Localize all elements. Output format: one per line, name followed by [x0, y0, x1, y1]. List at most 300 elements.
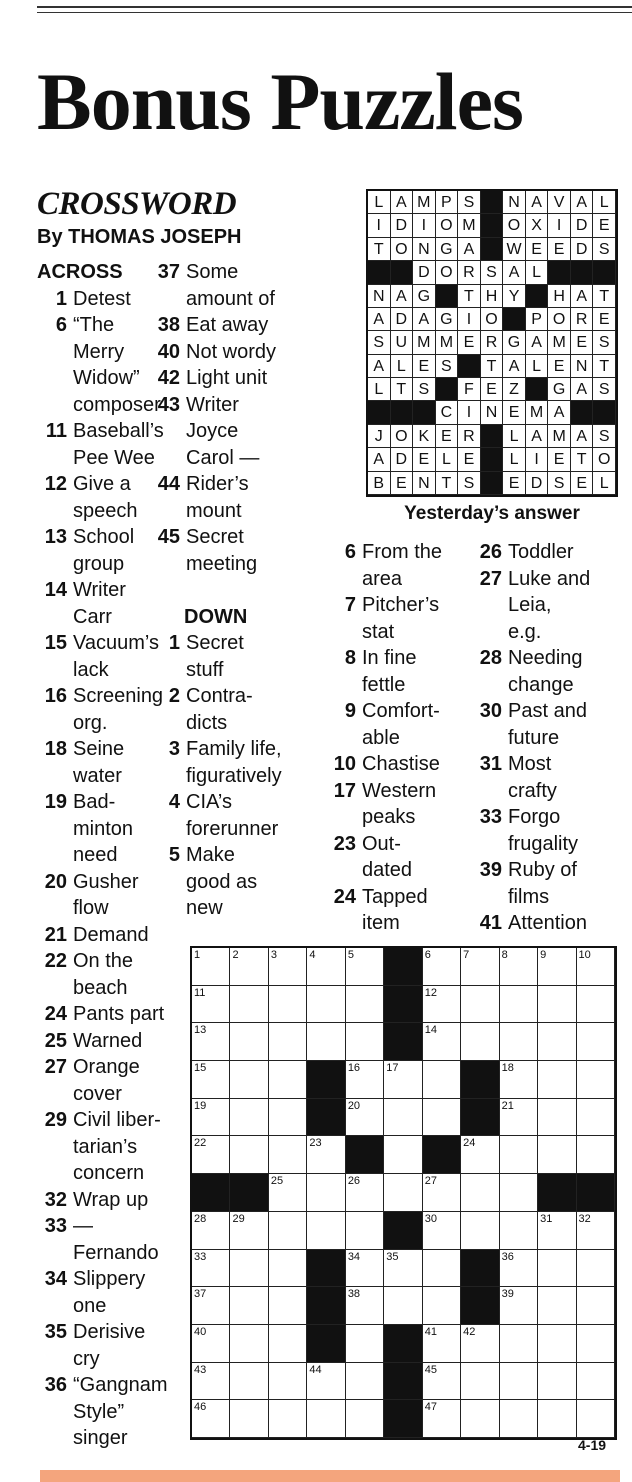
answer-cell: [593, 472, 616, 495]
grid-cell[interactable]: [423, 1250, 461, 1288]
answer-cell: [368, 472, 391, 495]
grid-cell[interactable]: [538, 1363, 576, 1401]
grid-cell[interactable]: [577, 1099, 615, 1137]
grid-cell[interactable]: [423, 1212, 461, 1250]
answer-letter: G: [417, 287, 431, 305]
answer-letter: O: [440, 217, 453, 235]
answer-letter: D: [395, 217, 408, 235]
answer-cell: [458, 331, 481, 354]
answer-cell: [436, 355, 459, 378]
grid-cell[interactable]: [384, 1099, 422, 1137]
clue-text: Writer Joyce Carol —: [186, 393, 260, 469]
cell-number: 26: [347, 1175, 361, 1188]
grid-cell[interactable]: [346, 1363, 384, 1401]
answer-cell: [503, 472, 526, 495]
grid-cell[interactable]: [269, 1400, 307, 1438]
answer-letter: E: [463, 451, 475, 469]
cell-number: 23: [309, 1137, 322, 1150]
clue-text: In fine fettle: [362, 647, 417, 696]
clue: [37, 1028, 187, 1055]
grid-cell[interactable]: [230, 948, 268, 986]
grid-cell[interactable]: [500, 1174, 538, 1212]
grid-cell[interactable]: [230, 1400, 268, 1438]
grid-cell[interactable]: [577, 1287, 615, 1325]
grid-cell[interactable]: [423, 1099, 461, 1137]
answer-cell: [413, 425, 436, 448]
clue-text: “Gangnam Style” singer: [73, 1374, 168, 1449]
answer-cell: [413, 378, 436, 401]
grid-cell[interactable]: [192, 1099, 230, 1137]
grid-cell[interactable]: [269, 1250, 307, 1288]
grid-cell[interactable]: [500, 948, 538, 986]
answer-cell: [413, 238, 436, 261]
cell-number: 18: [501, 1062, 514, 1075]
grid-cell[interactable]: [384, 1174, 422, 1212]
grid-cell[interactable]: [461, 986, 499, 1024]
clue-number: 9: [344, 700, 356, 722]
grid-cell[interactable]: [192, 1363, 230, 1401]
cell-number: 12: [424, 986, 437, 999]
across-heading: ACROSS: [37, 261, 123, 283]
grid-cell[interactable]: [346, 1325, 384, 1363]
clue: [150, 789, 330, 842]
grid-cell[interactable]: [269, 1212, 307, 1250]
grid-cell[interactable]: [230, 1212, 268, 1250]
grid-cell[interactable]: [538, 1061, 576, 1099]
grid-cell[interactable]: [461, 1212, 499, 1250]
clue-text: Light unit: [186, 367, 268, 389]
yesterday-caption: Yesterday’s answer: [404, 503, 580, 524]
answer-letter: N: [575, 357, 588, 375]
clue-number: 14: [44, 579, 67, 601]
grid-cell[interactable]: [346, 1061, 384, 1099]
answer-cell: [436, 261, 459, 284]
grid-cell[interactable]: [269, 1363, 307, 1401]
answer-letter: E: [576, 334, 587, 352]
answer-letter: E: [486, 381, 497, 399]
grid-cell[interactable]: [500, 1061, 538, 1099]
grid-cell[interactable]: [423, 1023, 461, 1061]
clue-number: 8: [344, 647, 356, 669]
answer-letter: T: [373, 240, 384, 258]
grid-cell[interactable]: [577, 1023, 615, 1061]
answer-letter: D: [575, 217, 588, 235]
grid-cell[interactable]: [269, 1136, 307, 1174]
clue-number: 29: [44, 1109, 67, 1131]
black-square: [481, 214, 504, 237]
grid-cell[interactable]: [307, 1400, 345, 1438]
grid-cell[interactable]: [577, 986, 615, 1024]
answer-cell: [571, 378, 594, 401]
grid-cell[interactable]: [577, 1136, 615, 1174]
grid-cell[interactable]: [230, 1023, 268, 1061]
black-square: [538, 1174, 576, 1212]
grid-cell[interactable]: [230, 1099, 268, 1137]
clue: [150, 683, 330, 736]
grid-cell[interactable]: [269, 1287, 307, 1325]
cell-number: 34: [347, 1250, 361, 1263]
grid-cell[interactable]: [307, 1136, 345, 1174]
cell-number: 24: [463, 1137, 476, 1150]
clue-number: 34: [44, 1268, 67, 1290]
grid-cell[interactable]: [192, 1250, 230, 1288]
clue: [472, 857, 632, 910]
answer-letter: A: [373, 357, 385, 375]
grid-cell[interactable]: [500, 1363, 538, 1401]
grid-cell[interactable]: [538, 1136, 576, 1174]
grid-cell[interactable]: [577, 1250, 615, 1288]
answer-letter: H: [553, 287, 565, 305]
black-square: [436, 285, 459, 308]
cell-number: 47: [424, 1401, 437, 1414]
answer-cell: [413, 191, 436, 214]
clue-text: Toddler: [508, 541, 574, 563]
clue: [37, 948, 187, 1001]
clue-text: Pitcher’s stat: [362, 594, 440, 643]
grid-cell[interactable]: [500, 1325, 538, 1363]
grid-cell[interactable]: [307, 1023, 345, 1061]
grid-cell[interactable]: [346, 986, 384, 1024]
grid-cell[interactable]: [538, 948, 576, 986]
grid-cell[interactable]: [192, 1212, 230, 1250]
cell-number: 29: [232, 1212, 245, 1225]
grid-cell[interactable]: [269, 1061, 307, 1099]
clue-number: 27: [44, 1056, 67, 1078]
answer-letter: A: [553, 404, 565, 422]
grid-cell[interactable]: [500, 1099, 538, 1137]
grid-cell[interactable]: [461, 1325, 499, 1363]
answer-cell: [481, 331, 504, 354]
answer-letter: A: [531, 427, 542, 445]
answer-cell: [526, 261, 549, 284]
clue: [472, 910, 632, 937]
grid-cell[interactable]: [346, 948, 384, 986]
black-square: [461, 1061, 499, 1099]
clue-number: 11: [45, 420, 67, 442]
grid-cell[interactable]: [346, 1250, 384, 1288]
clue-number: 2: [168, 685, 180, 707]
clue-text: Needing change: [508, 647, 583, 696]
clue-text: Vacuum’s lack: [73, 632, 159, 681]
clue-number: 16: [44, 685, 67, 707]
grid-cell[interactable]: [577, 1363, 615, 1401]
answer-cell: [526, 472, 549, 495]
cell-number: 25: [270, 1175, 284, 1188]
cell-number: 31: [540, 1212, 553, 1225]
clue-number: 5: [168, 844, 180, 866]
clue-text: Forgo frugality: [508, 806, 579, 855]
grid-cell[interactable]: [192, 1400, 230, 1438]
clue-text: Warned: [73, 1029, 143, 1052]
answer-cell: [571, 355, 594, 378]
answer-letter: X: [531, 217, 542, 235]
answer-letter: E: [553, 451, 565, 469]
cell-number: 16: [347, 1062, 361, 1075]
clue-number: 18: [44, 738, 67, 760]
answer-cell: [368, 378, 391, 401]
grid-cell[interactable]: [384, 1250, 422, 1288]
grid-cell[interactable]: [500, 1023, 538, 1061]
grid-cell[interactable]: [461, 948, 499, 986]
answer-letter: S: [486, 264, 497, 282]
black-square: [548, 261, 571, 284]
grid-cell[interactable]: [307, 1174, 345, 1212]
grid-cell[interactable]: [500, 1212, 538, 1250]
answer-cell: [458, 401, 481, 424]
cell-number: 21: [501, 1099, 514, 1112]
answer-letter: S: [463, 474, 475, 492]
grid-cell[interactable]: [577, 948, 615, 986]
clue-number: 13: [44, 526, 67, 548]
grid-cell[interactable]: [423, 1400, 461, 1438]
answer-cell: [413, 214, 436, 237]
grid-cell[interactable]: [538, 1287, 576, 1325]
grid-cell[interactable]: [384, 1136, 422, 1174]
cell-number: 42: [463, 1325, 476, 1338]
clue-number: 40: [157, 340, 180, 363]
answer-cell: [593, 448, 616, 471]
grid-cell[interactable]: [307, 1212, 345, 1250]
grid-cell[interactable]: [577, 1400, 615, 1438]
down-clue-list: [150, 630, 330, 922]
grid-cell[interactable]: [538, 1212, 576, 1250]
answer-cell: [571, 472, 594, 495]
grid-cell[interactable]: [230, 1136, 268, 1174]
grid-cell[interactable]: [423, 1174, 461, 1212]
grid-cell[interactable]: [577, 1061, 615, 1099]
grid-cell[interactable]: [423, 986, 461, 1024]
grid-cell[interactable]: [230, 1061, 268, 1099]
grid-cell[interactable]: [346, 1099, 384, 1137]
grid-cell[interactable]: [230, 1287, 268, 1325]
clue-column-2: [150, 259, 330, 922]
clue-number: 33: [479, 806, 502, 828]
clue-number: 33: [44, 1215, 67, 1237]
answer-cell: [548, 308, 571, 331]
clue-number: 44: [157, 473, 180, 495]
black-square: [593, 401, 616, 424]
grid-cell[interactable]: [346, 1287, 384, 1325]
clue: [326, 831, 486, 884]
answer-cell: [548, 472, 571, 495]
grid-cell[interactable]: [192, 986, 230, 1024]
grid-cell[interactable]: [269, 948, 307, 986]
grid-cell[interactable]: [423, 1287, 461, 1325]
grid-cell[interactable]: [423, 1325, 461, 1363]
grid-cell[interactable]: [384, 1061, 422, 1099]
answer-cell: [548, 214, 571, 237]
clue-text: Contra- dicts: [186, 685, 253, 734]
grid-cell[interactable]: [538, 986, 576, 1024]
clue: [326, 698, 486, 751]
clue-text: On the beach: [73, 950, 134, 999]
answer-cell: [526, 425, 549, 448]
clue-text: Secret meeting: [186, 526, 258, 575]
grid-cell[interactable]: [346, 1400, 384, 1438]
grid-cell[interactable]: [577, 1325, 615, 1363]
answer-letter: Z: [509, 381, 519, 399]
grid-cell[interactable]: [461, 1136, 499, 1174]
clue-text: Writer Carr: [73, 579, 126, 628]
down-clue-list-cont: [326, 539, 486, 937]
grid-cell[interactable]: [230, 986, 268, 1024]
grid-cell[interactable]: [346, 1212, 384, 1250]
black-square: [384, 986, 422, 1024]
grid-cell[interactable]: [461, 1174, 499, 1212]
clue-number: 24: [44, 1003, 67, 1025]
answer-cell: [548, 238, 571, 261]
answer-cell: [593, 238, 616, 261]
grid-cell[interactable]: [346, 1023, 384, 1061]
answer-cell: [436, 425, 459, 448]
grid-cell[interactable]: [192, 1325, 230, 1363]
answer-letter: P: [531, 310, 542, 328]
answer-cell: [503, 331, 526, 354]
grid-cell[interactable]: [538, 1325, 576, 1363]
grid-cell[interactable]: [269, 1023, 307, 1061]
grid-cell[interactable]: [269, 986, 307, 1024]
clue: [326, 884, 486, 937]
black-square: [230, 1174, 268, 1212]
answer-letter: O: [552, 310, 566, 328]
grid-cell[interactable]: [423, 1061, 461, 1099]
grid-cell[interactable]: [461, 1363, 499, 1401]
black-square: [384, 948, 422, 986]
clue-number: 25: [44, 1029, 67, 1052]
grid-cell[interactable]: [500, 1136, 538, 1174]
answer-cell: [571, 191, 594, 214]
black-square: [577, 1174, 615, 1212]
clue-text: Detest: [73, 287, 131, 310]
answer-cell: [391, 378, 414, 401]
answer-letter: M: [529, 404, 544, 422]
answer-letter: M: [462, 217, 476, 235]
grid-cell[interactable]: [384, 1287, 422, 1325]
answer-cell: [571, 285, 594, 308]
grid-cell[interactable]: [461, 1023, 499, 1061]
answer-letter: D: [395, 310, 408, 328]
clue-number: 35: [44, 1321, 67, 1343]
clue: [150, 259, 330, 312]
grid-cell[interactable]: [500, 1400, 538, 1438]
answer-letter: T: [441, 474, 452, 492]
grid-cell[interactable]: [500, 986, 538, 1024]
grid-cell[interactable]: [307, 1363, 345, 1401]
answer-cell: [391, 238, 414, 261]
grid-cell[interactable]: [307, 948, 345, 986]
answer-letter: A: [373, 310, 385, 328]
answer-letter: A: [576, 287, 587, 305]
answer-letter: U: [395, 334, 408, 352]
clue: [326, 539, 486, 592]
yesterday-answer-grid: [366, 189, 618, 497]
grid-cell[interactable]: [269, 1174, 307, 1212]
grid-cell[interactable]: [500, 1250, 538, 1288]
answer-letter: D: [575, 240, 588, 258]
grid-cell[interactable]: [192, 948, 230, 986]
answer-cell: [593, 425, 616, 448]
grid-cell[interactable]: [269, 1325, 307, 1363]
grid-cell[interactable]: [538, 1250, 576, 1288]
across-clue-list-cont: [150, 259, 330, 577]
black-square: [481, 472, 504, 495]
section-title: CROSSWORD: [37, 186, 237, 222]
answer-cell: [413, 472, 436, 495]
grid-cell[interactable]: [230, 1325, 268, 1363]
clue: [37, 1266, 187, 1319]
answer-letter: A: [373, 451, 385, 469]
grid-cell[interactable]: [269, 1099, 307, 1137]
clue-number: 17: [333, 779, 356, 802]
answer-letter: N: [418, 474, 430, 492]
answer-cell: [458, 261, 481, 284]
answer-letter: H: [485, 287, 498, 305]
cell-number: 22: [194, 1137, 207, 1150]
clue-text: Ruby of films: [508, 859, 577, 908]
answer-letter: V: [553, 194, 565, 211]
grid-cell[interactable]: [461, 1400, 499, 1438]
grid-cell[interactable]: [500, 1287, 538, 1325]
grid-cell[interactable]: [192, 1023, 230, 1061]
answer-letter: E: [508, 474, 520, 492]
answer-letter: L: [374, 381, 384, 399]
grid-cell[interactable]: [192, 1287, 230, 1325]
answer-cell: [458, 214, 481, 237]
cell-number: 40: [194, 1325, 207, 1338]
answer-letter: F: [464, 381, 474, 399]
clue-text: Most crafty: [508, 753, 557, 802]
answer-cell: [413, 331, 436, 354]
grid-cell[interactable]: [423, 1363, 461, 1401]
answer-letter: E: [395, 474, 407, 492]
clue: [37, 1213, 187, 1266]
answer-letter: I: [376, 217, 381, 235]
grid-cell[interactable]: [230, 1250, 268, 1288]
cell-number: 5: [347, 949, 354, 961]
cell-number: 46: [194, 1401, 207, 1414]
black-square: [436, 378, 459, 401]
cell-number: 45: [424, 1363, 437, 1376]
black-square: [571, 401, 594, 424]
clue-text: Not wordy: [186, 340, 277, 363]
grid-cell[interactable]: [538, 1400, 576, 1438]
clue-number: 3: [168, 738, 180, 760]
grid-cell[interactable]: [538, 1023, 576, 1061]
answer-cell: [436, 308, 459, 331]
black-square: [423, 1136, 461, 1174]
grid-cell[interactable]: [346, 1174, 384, 1212]
answer-letter: T: [486, 357, 497, 375]
clue-text: Gusher flow: [73, 870, 139, 919]
answer-letter: A: [395, 194, 407, 211]
answer-letter: E: [508, 404, 520, 422]
grid-cell[interactable]: [423, 948, 461, 986]
clue: [472, 751, 632, 804]
answer-cell: [458, 191, 481, 214]
grid-cell[interactable]: [192, 1136, 230, 1174]
grid-cell[interactable]: [538, 1099, 576, 1137]
answer-cell: [593, 378, 616, 401]
answer-cell: [391, 191, 414, 214]
answer-cell: [391, 425, 414, 448]
grid-cell[interactable]: [307, 986, 345, 1024]
grid-cell[interactable]: [230, 1363, 268, 1401]
grid-cell[interactable]: [192, 1061, 230, 1099]
cell-number: 39: [501, 1288, 514, 1301]
grid-cell[interactable]: [577, 1212, 615, 1250]
clue: [37, 1054, 187, 1107]
answer-cell: [391, 331, 414, 354]
